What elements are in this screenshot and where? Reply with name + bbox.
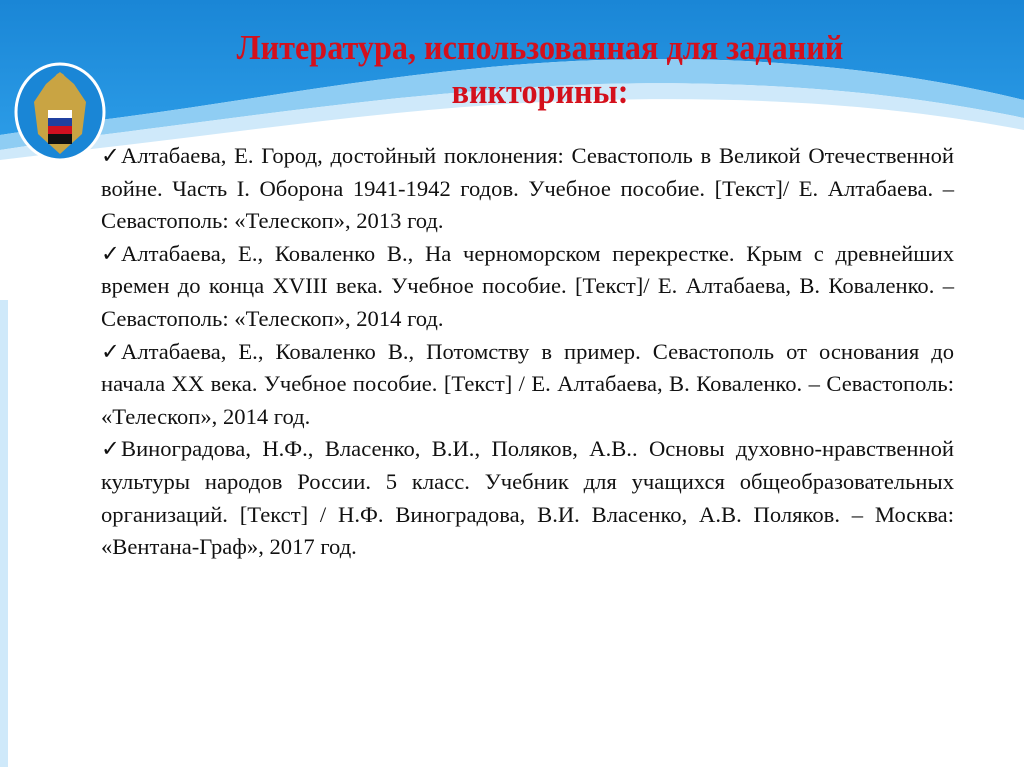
slide-title — [154, 26, 927, 114]
reference-item — [101, 336, 954, 434]
checkmark-icon: ✓ — [101, 338, 120, 364]
title-line-2: викторины: — [451, 72, 629, 111]
reference-item — [101, 140, 954, 238]
checkmark-icon: ✓ — [101, 240, 120, 266]
reference-text: Алтабаева, Е. Город, достойный поклонения: Севастополь в Великой Отечественной войне. Часть I. Оборона 1941-1942 годов. Учебное пособие. [Текст]/ Е. Алтабаева. – Севастополь: «Телескоп», 2013 год. — [101, 143, 954, 234]
references-list — [101, 140, 954, 564]
reference-text: Алтабаева, Е., Коваленко В., Потомству в пример. Севастополь от основания до начала XX века. Учебное пособие. [Текст] / Е. Алтабаева, В. Коваленко. – Севастополь: «Телескоп», 2014 год. — [101, 338, 954, 429]
anchor-emblem-icon — [12, 62, 108, 162]
reference-text: Алтабаева, Е., Коваленко В., На черноморском перекрестке. Крым с древнейших времен до конца XVIII века. Учебное пособие. [Текст]/ Е. Алтабаева, В. Коваленко. – Севастополь: «Телескоп», 2014 год. — [101, 240, 954, 331]
checkmark-icon: ✓ — [101, 436, 120, 462]
reference-item — [101, 238, 954, 336]
reference-item — [101, 433, 954, 563]
checkmark-icon: ✓ — [101, 143, 120, 168]
title-line-1: Литература, использованная для заданий — [236, 28, 844, 67]
reference-text: Виноградова, Н.Ф., Власенко, В.И., Поляков, А.В.. Основы духовно-нравственной культуры народов России. 5 класс. Учебник для учащихся общеобразовательных организаций. [Текст] / Н.Ф. Виноградова, В.И. Власенко, А.В. Поляков. – Москва: «Вентана-Граф», 2017 год. — [101, 436, 954, 560]
